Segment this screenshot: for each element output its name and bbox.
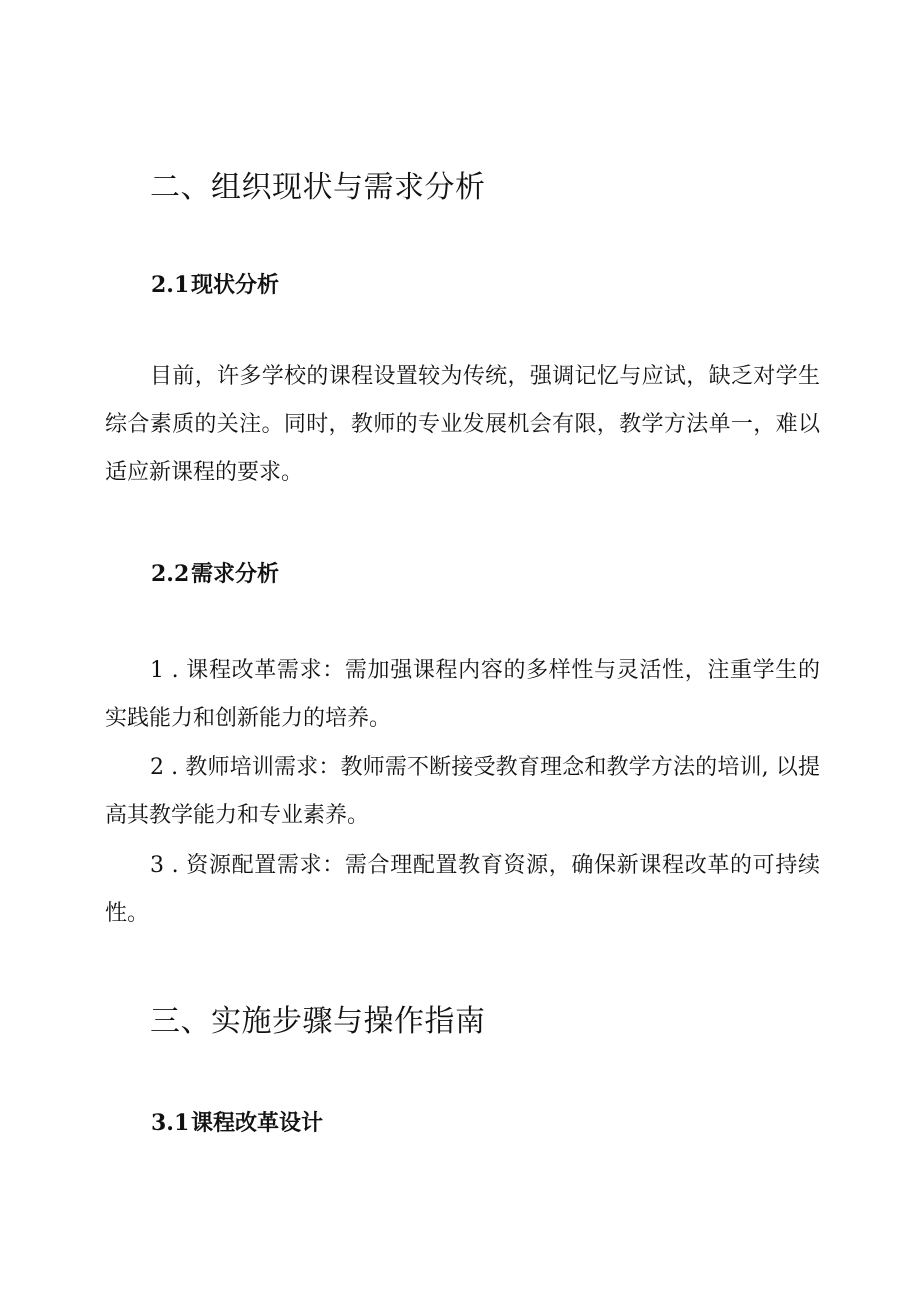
paragraph-need-training: 2 . 教师培训需求：教师需不断接受教育理念和教学方法的培训, 以提高其教学能力和专业素养。 <box>105 755 820 828</box>
section-heading-3: 三、实施步骤与操作指南 <box>150 1004 486 1039</box>
subsection-title: 需求分析 <box>191 561 280 587</box>
paragraph-current-status: 目前，许多学校的课程设置较为传统，强调记忆与应试，缺乏对学生综合素质的关注。同时，教师的专业发展机会有限，教学方法单一，难以适应新课程的要求。 <box>105 364 820 485</box>
subsection-heading-2-1 <box>151 270 279 300</box>
subsection-number: 2.2 <box>151 561 190 587</box>
subsection-title: 课程改革设计 <box>191 1110 324 1136</box>
subsection-title: 现状分析 <box>191 272 280 298</box>
subsection-heading-2-2 <box>151 559 279 589</box>
paragraph-need-curriculum: 1 . 课程改革需求：需加强课程内容的多样性与灵活性，注重学生的实践能力和创新能力的培养。 <box>105 658 820 731</box>
subsection-number: 3.1 <box>151 1110 190 1136</box>
paragraph-need-resources: 3 . 资源配置需求：需合理配置教育资源，确保新课程改革的可持续性。 <box>105 853 820 926</box>
section-heading-2: 二、组织现状与需求分析 <box>150 170 486 205</box>
subsection-heading-3-1 <box>151 1108 323 1138</box>
subsection-number: 2.1 <box>151 272 190 298</box>
